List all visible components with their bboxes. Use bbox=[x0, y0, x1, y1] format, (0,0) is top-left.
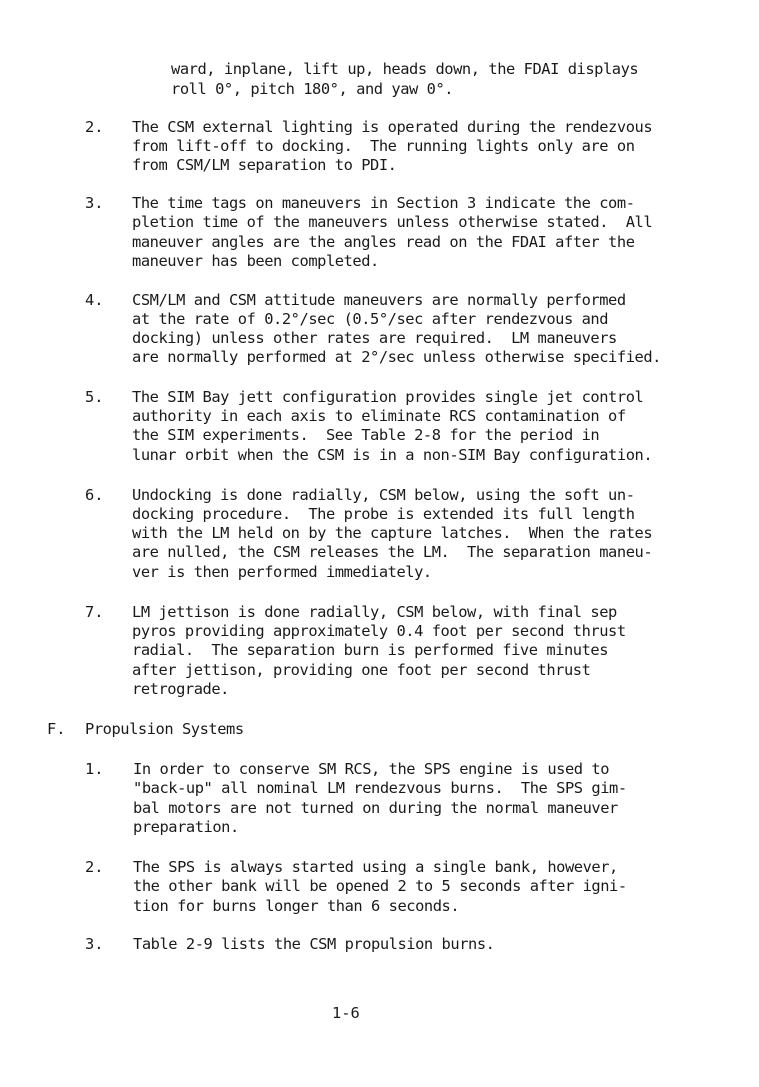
text-line: LM jettison is done radially, CSM below, with final sep bbox=[132, 603, 617, 621]
text-line: the SIM experiments. See Table 2-8 for the period in bbox=[132, 426, 600, 444]
text-line: radial. The separation burn is performed five minutes bbox=[132, 641, 609, 659]
text-line: from CSM/LM separation to PDI. bbox=[132, 156, 397, 174]
text-line: the other bank will be opened 2 to 5 seconds after igni- bbox=[133, 877, 627, 895]
text-line: ver is then performed immediately. bbox=[132, 563, 432, 581]
section-letter: F. bbox=[47, 720, 66, 738]
text-line: docking) unless other rates are required. LM maneuvers bbox=[132, 329, 617, 347]
text-line: roll 0°, pitch 180°, and yaw 0°. bbox=[171, 80, 454, 98]
text-line: are normally performed at 2°/sec unless otherwise specified. bbox=[132, 348, 661, 366]
item-number: 6. bbox=[85, 486, 104, 504]
text-line: The time tags on maneuvers in Section 3 indicate the com- bbox=[132, 194, 635, 212]
text-line: preparation. bbox=[133, 818, 239, 836]
text-line: lunar orbit when the CSM is in a non-SIM Bay configuration. bbox=[132, 446, 653, 464]
page-number: 1-6 bbox=[332, 1004, 360, 1022]
text-line: The SPS is always started using a single bank, however, bbox=[133, 858, 618, 876]
text-line: maneuver angles are the angles read on the FDAI after the bbox=[132, 233, 635, 251]
text-line: "back-up" all nominal LM rendezvous burns. The SPS gim- bbox=[133, 779, 627, 797]
text-line: from lift-off to docking. The running lights only are on bbox=[132, 137, 635, 155]
text-line: are nulled, the CSM releases the LM. The separation maneu- bbox=[132, 543, 653, 561]
text-line: CSM/LM and CSM attitude maneuvers are normally performed bbox=[132, 291, 626, 309]
text-line: pyros providing approximately 0.4 foot per second thrust bbox=[132, 622, 626, 640]
item-number: 7. bbox=[85, 603, 104, 621]
text-line: pletion time of the maneuvers unless otherwise stated. All bbox=[132, 213, 653, 231]
item-number: 2. bbox=[85, 858, 104, 876]
text-line: ward, inplane, lift up, heads down, the FDAI displays bbox=[171, 60, 639, 78]
text-line: bal motors are not turned on during the normal maneuver bbox=[133, 799, 618, 817]
text-line: In order to conserve SM RCS, the SPS engine is used to bbox=[133, 760, 610, 778]
item-number: 3. bbox=[85, 194, 104, 212]
text-line: retrograde. bbox=[132, 680, 229, 698]
text-line: The SIM Bay jett configuration provides single jet control bbox=[132, 388, 644, 406]
text-line: at the rate of 0.2°/sec (0.5°/sec after rendezvous and bbox=[132, 310, 609, 328]
item-number: 3. bbox=[85, 935, 104, 953]
text-line: maneuver has been completed. bbox=[132, 252, 379, 270]
text-line: The CSM external lighting is operated during the rendezvous bbox=[132, 118, 653, 136]
item-number: 4. bbox=[85, 291, 104, 309]
text-line: Undocking is done radially, CSM below, using the soft un- bbox=[132, 486, 635, 504]
item-number: 2. bbox=[85, 118, 104, 136]
text-line: docking procedure. The probe is extended its full length bbox=[132, 505, 635, 523]
section-title: Propulsion Systems bbox=[85, 720, 244, 738]
text-line: with the LM held on by the capture latches. When the rates bbox=[132, 524, 653, 542]
item-number: 5. bbox=[85, 388, 104, 406]
text-line: authority in each axis to eliminate RCS contamination of bbox=[132, 407, 626, 425]
text-line: after jettison, providing one foot per second thrust bbox=[132, 661, 591, 679]
text-line: tion for burns longer than 6 seconds. bbox=[133, 897, 460, 915]
text-line: Table 2-9 lists the CSM propulsion burns. bbox=[133, 935, 495, 953]
item-number: 1. bbox=[85, 760, 104, 778]
